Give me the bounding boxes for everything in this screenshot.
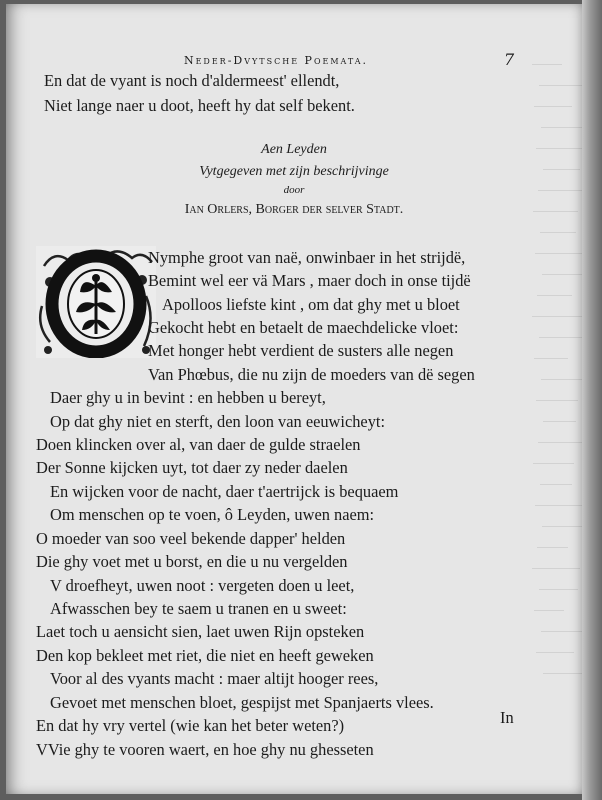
- poem-line-4: Gekocht hebt en betaelt de maechdelicke vloet:: [148, 318, 459, 337]
- top-line-1: En dat de vyant is noch d'aldermeest' ellendt,: [44, 71, 340, 90]
- poem-line-7: Daer ghy u in bevint : en hebben u bereyt,: [50, 388, 326, 407]
- show-through-stroke: [543, 421, 576, 442]
- page-edge: [582, 0, 602, 800]
- drop-cap-ornament: [36, 246, 156, 358]
- poem-line-13: O moeder van soo veel bekende dapper' helden: [36, 529, 346, 548]
- show-through-stroke: [539, 85, 582, 106]
- poem-line-6: Van Phœbus, die nu zijn de moeders van dë segen: [148, 365, 475, 384]
- show-through-stroke: [532, 568, 580, 589]
- poem-line-22: VVie ghy te vooren waert, en hoe ghy nu ghesseten: [36, 740, 374, 759]
- poem-line-2: Bemint wel eer vä Mars , maer doch in onse tijdë: [148, 271, 471, 290]
- show-through-stroke: [533, 463, 574, 484]
- show-through-stroke: [541, 631, 582, 652]
- show-through-stroke: [534, 610, 564, 631]
- show-through-stroke: [539, 589, 578, 610]
- show-through-stroke: [534, 106, 572, 127]
- poem-line-3: Apolloos liefste kint , om dat ghy met u bloet: [162, 295, 460, 314]
- show-through-stroke: [539, 337, 582, 358]
- show-through-stroke: [532, 64, 562, 85]
- show-through-stroke: [536, 400, 578, 421]
- poem-subtitle: Vytgegeven met zijn beschrijvinge: [199, 164, 389, 179]
- poem-line-18: Den kop bekleet met riet, die niet en heeft geweken: [36, 646, 374, 665]
- show-through-stroke: [542, 526, 582, 547]
- show-through-stroke: [535, 505, 582, 526]
- show-through-stroke: [540, 484, 572, 505]
- show-through-stroke: [532, 316, 582, 337]
- book-page: [6, 4, 582, 794]
- show-through-stroke: [534, 358, 568, 379]
- show-through-stroke: [537, 295, 572, 316]
- show-through-stroke: [537, 547, 568, 568]
- poem-line-20: Gevoet met menschen bloet, gespijst met Spanjaerts vlees.: [50, 693, 434, 712]
- poem-line-17: Laet toch u aensicht sien, laet uwen Rijn opsteken: [36, 622, 365, 641]
- top-line-2: Niet lange naer u doot, heeft hy dat self bekent.: [44, 96, 355, 115]
- poem-byline-door: door: [283, 184, 305, 196]
- poem-line-5: Met honger hebt verdient de susters alle negen: [148, 341, 454, 360]
- show-through-stroke: [538, 442, 582, 463]
- show-through-stroke: [542, 274, 582, 295]
- catchword: In: [500, 708, 514, 727]
- poem-line-15: V droefheyt, uwen noot : vergeten doen u leet,: [50, 576, 355, 595]
- poem-line-12: Om menschen op te voen, ô Leyden, uwen naem:: [50, 505, 375, 524]
- page-number: 7: [504, 50, 515, 69]
- poem-line-16: Afwasschen bey te saem u tranen en u sweet:: [50, 599, 347, 618]
- show-through-stroke: [543, 673, 582, 694]
- show-through-stroke: [536, 652, 574, 673]
- poem-line-14: Die ghy voet met u borst, en die u nu vergelden: [36, 552, 348, 571]
- poem-line-10: Der Sonne kijcken uyt, tot daer zy neder daelen: [36, 458, 348, 477]
- poem-line-1: Nymphe groot van naë, onwinbaer in het strijdë,: [148, 248, 466, 267]
- ornamental-drop-cap: [36, 246, 156, 358]
- poem-line-21: En dat hy vry vertel (wie kan het beter weten?): [36, 716, 345, 735]
- poem-author: Ian Orlers, Borger der selver Stadt.: [184, 202, 404, 217]
- show-through-stroke: [540, 232, 576, 253]
- poem-line-19: Voor al des vyants macht : maer altijt hooger rees,: [50, 669, 379, 688]
- running-title: Neder-Dvytsche Poemata.: [183, 54, 369, 67]
- show-through-stroke: [541, 379, 582, 400]
- show-through-stroke: [535, 253, 582, 274]
- show-through-text: [526, 64, 582, 704]
- poem-line-9: Doen klincken over al, van daer de gulde straelen: [36, 435, 361, 454]
- poem-title: Aen Leyden: [261, 142, 327, 157]
- poem-line-11: En wijcken voor de nacht, daer t'aertrijck is bequaem: [50, 482, 399, 501]
- poem-line-8: Op dat ghy niet en sterft, den loon van eeuwicheyt:: [50, 412, 385, 431]
